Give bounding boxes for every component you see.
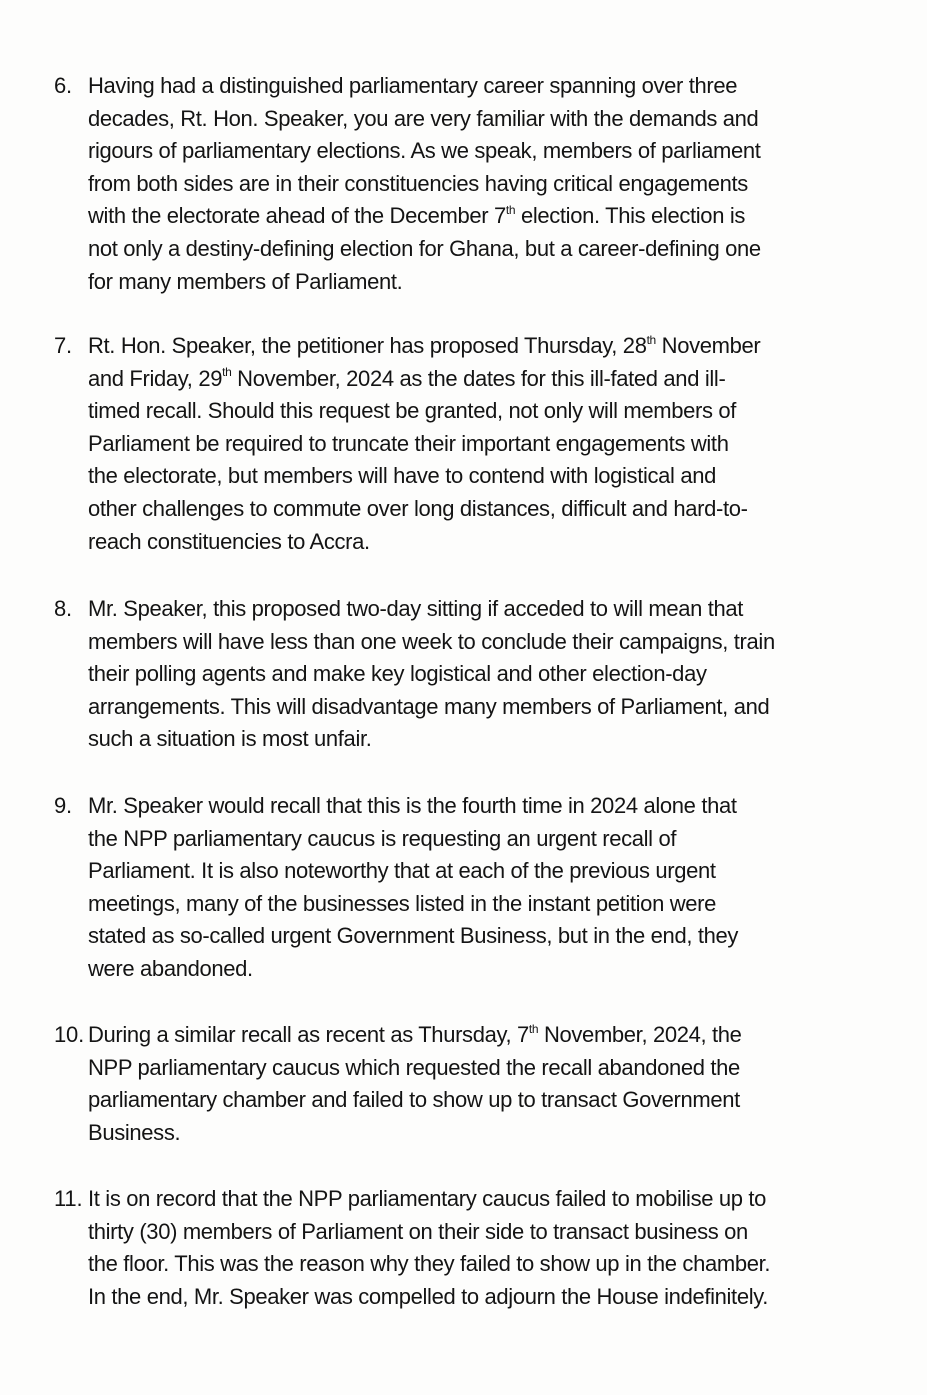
text-line [88, 168, 874, 201]
paragraph-number: 7. [54, 333, 72, 358]
text-run: Parliament. It is also noteworthy that at each of the previous urgent [88, 858, 716, 884]
text-line [88, 266, 874, 299]
text-line [88, 855, 874, 888]
text-line [88, 103, 874, 136]
text-run: November [655, 333, 761, 358]
text-run: their polling agents and make key logistical and other election-day [88, 661, 707, 687]
text-run: It is on record that the NPP parliamentary caucus failed to mobilise up to [88, 1186, 767, 1211]
paragraph-11 [54, 1183, 874, 1313]
text-run: Parliament be required to truncate their important engagements with [88, 430, 729, 456]
text-run: meetings, many of the businesses listed in the instant petition were [88, 890, 717, 916]
text-line [88, 460, 874, 493]
text-run: In the end, Mr. Speaker was compelled to adjourn the House indefinitely. [88, 1283, 769, 1309]
text-run: the electorate, but members will have to contend with logistical and [88, 463, 716, 489]
text-run: November, 2024 as the dates for this ill-fated and ill- [231, 365, 726, 391]
text-line [88, 1216, 874, 1249]
text-run: November, 2024, the [538, 1022, 742, 1047]
text-line [88, 723, 874, 756]
text-line [88, 593, 874, 626]
text-run: Mr. Speaker, this proposed two-day sitting if acceded to will mean that [88, 596, 744, 621]
text-run: stated as so-called urgent Government Business, but in the end, they [88, 923, 739, 949]
paragraph-number: 10. [54, 1022, 84, 1047]
text-run: for many members of Parliament. [88, 268, 403, 294]
paragraph-text [54, 330, 874, 558]
text-run: not only a destiny-defining election for Ghana, but a career-defining one [88, 235, 761, 261]
text-line [88, 626, 874, 659]
text-run: decades, Rt. Hon. Speaker, you are very familiar with the demands and [88, 105, 759, 131]
paragraph-6 [54, 70, 874, 298]
paragraph-text [54, 790, 874, 986]
text-line [88, 493, 874, 526]
text-line [88, 135, 874, 168]
ordinal-superscript: th [505, 203, 516, 218]
paragraph-8 [54, 593, 874, 756]
paragraph-number: 6. [54, 73, 72, 98]
paragraph-10 [54, 1019, 874, 1149]
text-run: Business. [88, 1119, 181, 1145]
text-run: and Friday, 29 [88, 365, 223, 391]
text-line [88, 200, 874, 233]
text-line [88, 953, 874, 986]
text-line [88, 1117, 874, 1150]
text-run: members will have less than one week to conclude their campaigns, train [88, 628, 775, 654]
text-line [88, 363, 874, 396]
text-line [88, 70, 874, 103]
text-run: parliamentary chamber and failed to show up to transact Government [88, 1087, 740, 1113]
text-line [88, 920, 874, 953]
text-line [88, 395, 874, 428]
text-run: other challenges to commute over long distances, difficult and hard-to- [88, 495, 748, 521]
text-line [88, 1248, 874, 1281]
paragraph-text [54, 1019, 874, 1149]
text-run: During a similar recall as recent as Thursday, 7 [88, 1022, 529, 1047]
ordinal-superscript: th [646, 332, 656, 347]
text-run: Mr. Speaker would recall that this is the fourth time in 2024 alone that [88, 793, 737, 818]
paragraph-text [54, 1183, 874, 1313]
text-line [88, 526, 874, 559]
paragraph-7 [54, 330, 874, 558]
text-run: arrangements. This will disadvantage many members of Parliament, and [88, 693, 770, 719]
text-line [88, 823, 874, 856]
text-run: timed recall. Should this request be granted, not only will members of [88, 398, 737, 424]
text-run: the NPP parliamentary caucus is requesting an urgent recall of [88, 825, 677, 851]
text-line [88, 428, 874, 461]
paragraph-9 [54, 790, 874, 986]
text-line [88, 330, 874, 363]
text-run: thirty (30) members of Parliament on their side to transact business on [88, 1218, 748, 1244]
text-run: from both sides are in their constituencies having critical engagements [88, 170, 748, 196]
paragraph-text [54, 593, 874, 756]
text-line [88, 888, 874, 921]
text-run: reach constituencies to Accra. [88, 528, 370, 554]
paragraph-number: 8. [54, 596, 72, 621]
text-run: NPP parliamentary caucus which requested the recall abandoned the [88, 1054, 740, 1080]
ordinal-superscript: th [222, 365, 232, 380]
text-run: Having had a distinguished parliamentary career spanning over three [88, 73, 738, 98]
text-line [88, 1084, 874, 1117]
text-line [88, 691, 874, 724]
text-run: were abandoned. [88, 955, 253, 981]
text-line [88, 658, 874, 691]
text-line [88, 1052, 874, 1085]
paragraph-number: 11. [54, 1186, 83, 1211]
text-run: such a situation is most unfair. [88, 726, 372, 752]
text-line [88, 1019, 874, 1052]
text-line [88, 233, 874, 266]
text-run: rigours of parliamentary elections. As we speak, members of parliament [88, 138, 761, 164]
text-line [88, 1281, 874, 1314]
paragraph-number: 9. [54, 793, 72, 818]
text-line [88, 790, 874, 823]
text-run: Rt. Hon. Speaker, the petitioner has proposed Thursday, 28 [88, 333, 647, 358]
text-run: the floor. This was the reason why they failed to show up in the chamber. [88, 1251, 771, 1277]
paragraph-text [54, 70, 874, 298]
text-run: election. This election is [515, 203, 746, 229]
text-run: with the electorate ahead of the December 7 [88, 203, 506, 229]
ordinal-superscript: th [528, 1021, 539, 1036]
text-line [88, 1183, 874, 1216]
